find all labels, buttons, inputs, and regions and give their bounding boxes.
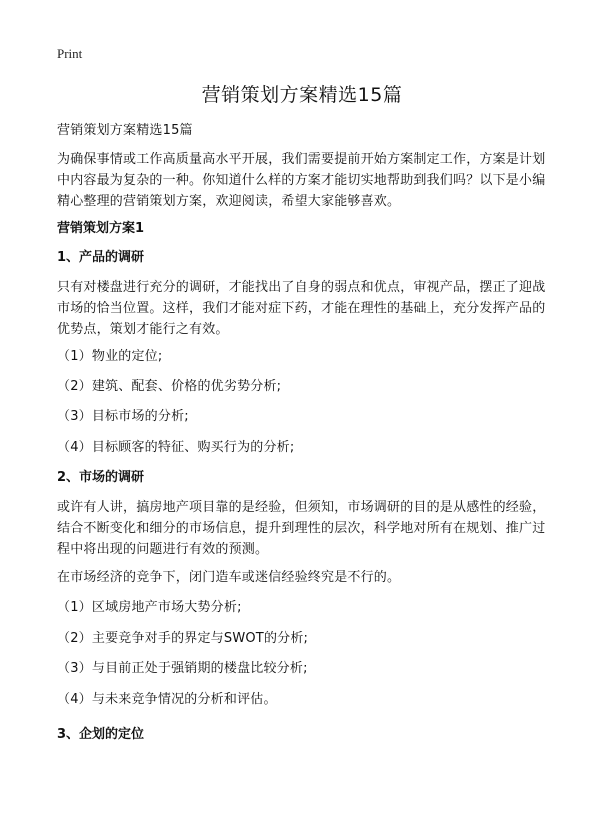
- planning-position-heading: 3、企划的定位: [57, 727, 145, 742]
- market-research-paragraph: 或许有人讲，搞房地产项目靠的是经验，但须知，市场调研的目的是从感性的经验，结合不断变化和细分的市场信息，提升到理性的层次，科学地对所有在规划、推广过程中将出现的问题进行有效的预测。: [57, 500, 546, 557]
- list-item: （1）区域房地产市场大势分析;: [57, 600, 242, 615]
- product-research-paragraph: 只有对楼盘进行充分的调研，才能找出了自身的弱点和优点，审视产品，摆正了迎战市场的恰当位置。这样，我们才能对症下药，才能在理性的基础上，充分发挥产品的优势点，策划才能行之有效。: [57, 280, 546, 337]
- list-item: （2）建筑、配套、价格的优劣势分析;: [57, 379, 282, 394]
- print-link[interactable]: Print: [57, 46, 83, 61]
- product-research-heading: 1、产品的调研: [57, 250, 145, 265]
- list-item: （4）与未来竞争情况的分析和评估。: [57, 692, 277, 707]
- list-item: （3）目标市场的分析;: [57, 409, 189, 424]
- document-title: 营销策划方案精选15篇: [201, 84, 403, 106]
- section-1-title: 营销策划方案1: [57, 221, 145, 236]
- list-item: （3）与目前正处于强销期的楼盘比较分析;: [57, 661, 308, 676]
- market-competition-paragraph: 在市场经济的竞争下，闭门造车或迷信经验终究是不行的。: [57, 570, 401, 585]
- intro-paragraph: 为确保事情或工作高质量高水平开展，我们需要提前开始方案制定工作，方案是计划中内容最为复杂的一种。你知道什么样的方案才能切实地帮助到我们吗？以下是小编精心整理的营销策划方案，欢迎阅读，希望大家能够喜欢。: [57, 152, 546, 209]
- document-subtitle: 营销策划方案精选15篇: [57, 123, 193, 138]
- list-item: （2）主要竞争对手的界定与SWOT的分析;: [57, 631, 309, 646]
- market-research-heading: 2、市场的调研: [57, 470, 145, 485]
- list-item: （4）目标顾客的特征、购买行为的分析;: [57, 440, 295, 455]
- list-item: （1）物业的定位;: [57, 349, 163, 364]
